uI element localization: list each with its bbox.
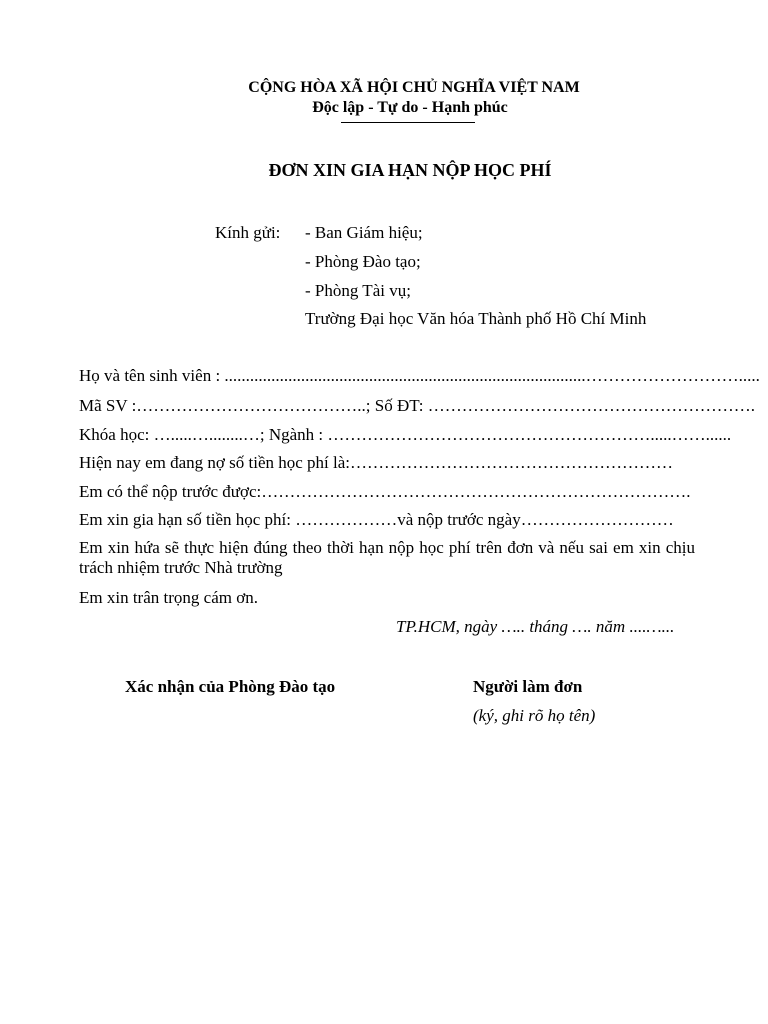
motto-header: Độc lập - Tự do - Hạnh phúc: [312, 99, 508, 116]
signature-left-title: Xác nhận của Phòng Đào tạo: [125, 677, 336, 696]
form-line-promise: Em xin hứa sẽ thực hiện đúng theo thời hạn nộp học phí trên đơn và nếu sai em xin chịu trách nhiệm trước Nhà trường: [79, 538, 695, 577]
form-line-course: Khóa học: ….....…........…; Ngành : ………………………………………………….....……......: [79, 425, 732, 444]
signature-right-title: Người làm đơn: [473, 677, 583, 696]
form-line-student-id: Mã SV :…………………………………..; Số ĐT: ………………………………………………….: [79, 396, 756, 415]
date-line: TP.HCM, ngày ….. tháng …. năm ....…...: [396, 617, 675, 636]
form-line-prepay: Em có thể nộp trước được:………………………………………………………………….: [79, 482, 691, 501]
country-header: CỘNG HÒA XÃ HỘI CHỦ NGHĨA VIỆT NAM: [248, 79, 580, 96]
document-title: ĐƠN XIN GIA HẠN NỘP HỌC PHÍ: [268, 160, 552, 180]
signature-right-note: (ký, ghi rõ họ tên): [473, 706, 596, 725]
form-line-thanks: Em xin trân trọng cám ơn.: [79, 588, 258, 607]
form-line-student-name: Họ và tên sinh viên : .....................................................................................……………………….....: [79, 366, 760, 385]
recipient-label: Kính gửi:: [215, 223, 281, 242]
recipient-item: - Phòng Đào tạo;: [305, 252, 421, 271]
header-underline: [341, 122, 475, 123]
form-line-extension: Em xin gia hạn số tiền học phí: ………………và nộp trước ngày………………………: [79, 510, 674, 529]
form-line-debt: Hiện nay em đang nợ số tiền học phí là:…………………………………………………: [79, 453, 674, 472]
recipient-item: - Phòng Tài vụ;: [305, 281, 411, 300]
recipient-item: - Ban Giám hiệu;: [305, 223, 423, 242]
recipient-school: Trường Đại học Văn hóa Thành phố Hồ Chí Minh: [305, 309, 647, 328]
